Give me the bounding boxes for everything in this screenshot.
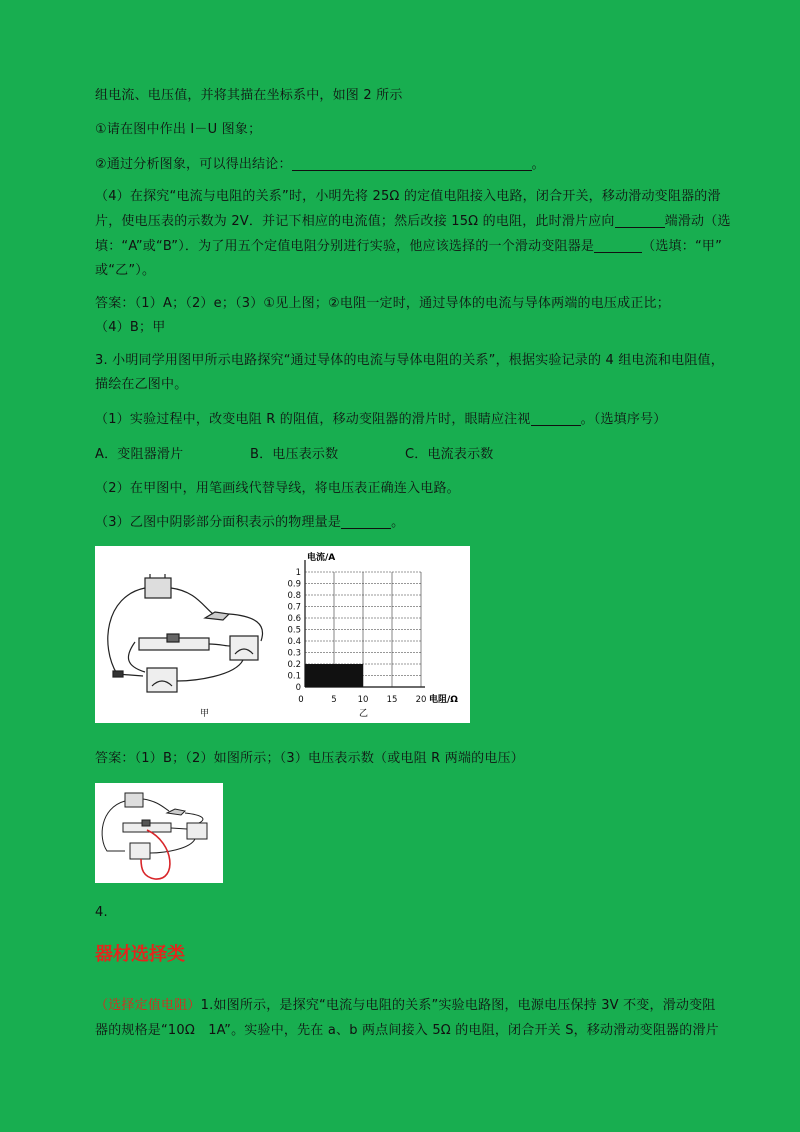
y-tick-label: 0.9 [287,579,301,590]
answer-blank [594,238,642,253]
y-axis-label: 电流/A [307,553,336,563]
text-line: 或“乙”）。 [95,263,156,278]
text-segment: （选填：“甲” [642,239,723,254]
circuit-and-graph-figure [95,546,470,723]
text-line [95,237,722,257]
answer-line: 答案：（1）B；（2）如图所示；（3）电压表示数（或电阻 R 两端的电压） [95,751,524,766]
voltmeter-icon [130,843,150,859]
battery-icon [145,578,171,598]
question-number: 4. [95,905,108,920]
text-segment: （3）乙图中阴影部分面积表示的物理量是 [95,515,342,530]
text-segment: （1）实验过程中，改变电阻 R 的阻值，移动变阻器的滑片时，眼睛应注视 [95,412,531,427]
text-line: （2）在甲图中，用笔画线代替导线，将电压表正确连入电路。 [95,481,460,496]
question-line: 描绘在乙图中。 [95,377,188,392]
text-line: （4）在探究“电流与电阻的关系”时，小明先将 25Ω 的定值电阻接入电路，闭合开关，移动滑动变阻器的滑 [95,189,721,204]
y-tick-labels [287,568,301,693]
chart-area [287,551,458,719]
y-tick-label: 0.1 [287,671,301,682]
text-line [95,513,404,533]
text-line: 器的规格是“10Ω 1A”。实验中，先在 a、b 两点间接入 5Ω 的电阻，闭合开关 S，移动滑动变阻器的滑片 [95,1023,719,1038]
x-tick-label: 20 [415,695,427,705]
text-segment: 。 [391,515,405,530]
y-tick-label: 0.6 [287,614,301,624]
switch-icon [205,612,229,620]
answer-circuit-sketch [102,793,207,859]
x-tick-labels [331,695,426,705]
answer-circuit-svg [95,783,223,883]
text-line [95,212,731,232]
option-a: A．变阻器滑片 [95,447,184,462]
y-tick-label: 0.8 [287,591,301,601]
text-segment: 端滑动（选 [664,214,731,229]
y-tick-label: 0.7 [287,602,301,613]
x-tick-label: 15 [386,695,398,705]
origin-label: 0 [298,695,304,705]
circuit-sketch [108,574,263,692]
text-segment: ②通过分析图象，可以得出结论： [95,157,292,172]
text-line: ①请在图中作出 I－U 图象； [95,122,262,137]
text-line [95,996,716,1016]
option-c: C．电流表示数 [405,447,494,462]
text-segment: 1.如图所示，是探究“电流与电阻的关系”实验电路图，电源电压保持 3V 不变，滑动变阻 [200,998,716,1013]
label-jia: 甲 [200,709,210,719]
y-tick-label: 0.5 [287,625,301,636]
answer-blank [341,514,391,529]
answer-blank [292,156,532,171]
answer-line: （4）B；甲 [95,320,166,335]
label-yi: 乙 [359,709,369,719]
y-tick-label: 0 [295,683,301,693]
text-segment: 。（选填序号） [580,412,667,427]
text-line [95,410,666,430]
y-tick-label: 0.3 [287,648,301,659]
option-row [95,445,493,465]
battery-icon [125,793,143,807]
text-line: 组电流、电压值，并将其描在坐标系中，如图 2 所示 [95,88,403,103]
option-b: B．电压表示数 [249,447,339,462]
text-segment: 。 [531,157,545,172]
text-segment: 片，使电压表的示数为 2V．并记下相应的电流值；然后改接 15Ω 的电阻，此时滑片应向 [95,214,615,229]
y-tick-label: 0.4 [287,637,301,647]
switch-icon [167,809,185,815]
question-line: 3. 小明同学用图甲所示电路探究“通过导体的电流与导体电阻的关系”，根据实验记录的 4 组电流和电阻值， [95,353,724,368]
category-tag: （选择定值电阻） [95,998,201,1013]
y-tick-label: 0.2 [287,660,301,670]
ammeter-icon [187,823,207,839]
text-segment: 填：“A”或“B”）．为了用五个定值电阻分别进行实验，他应该选择的一个滑动变阻器是 [95,239,595,254]
y-tick-label: 1 [295,568,301,578]
ammeter-icon [230,636,258,660]
answer-blank [615,213,665,228]
x-tick-label: 10 [357,695,369,705]
section-heading: 器材选择类 [95,944,185,965]
shaded-area [305,664,363,687]
answer-circuit-figure [95,783,223,883]
text-line [95,155,545,175]
figure-svg [95,546,470,723]
answer-blank [531,411,581,426]
x-tick-label: 5 [331,695,337,705]
voltmeter-icon [147,668,177,692]
x-axis-label: 电阻/Ω [429,695,458,705]
answer-line: 答案：（1）A；（2）e；（3）①见上图；②电阻一定时，通过导体的电流与导体两端的电压成正比； [95,296,670,311]
